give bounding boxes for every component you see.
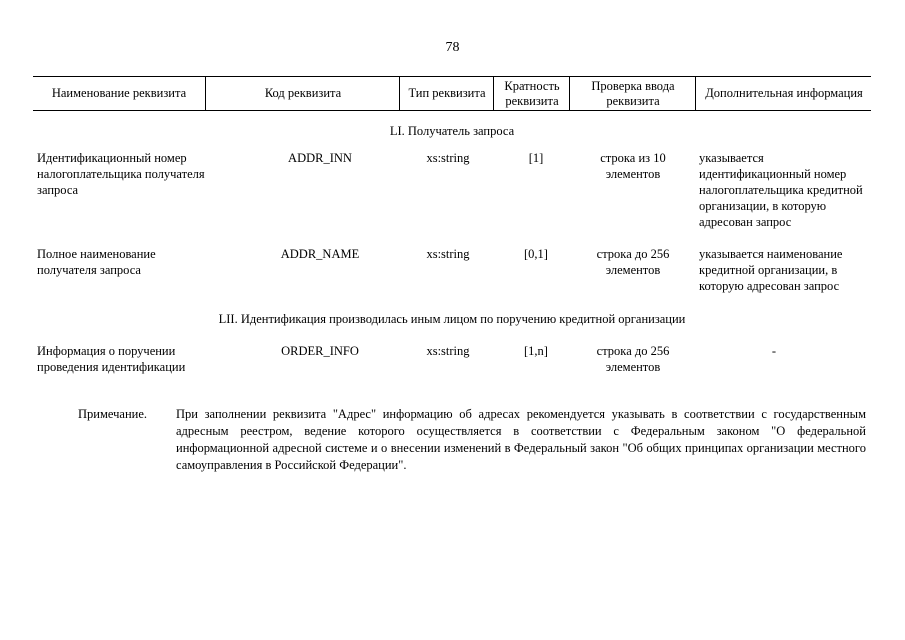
requisite-multiplicity: [0,1] — [524, 247, 548, 261]
section-title: LI. Получатель запроса — [389, 124, 515, 138]
requisite-code: ADDR_INN — [288, 151, 352, 165]
requisite-check: строка до 256 элементов — [596, 344, 670, 374]
note-label: Примечание. — [78, 407, 148, 421]
requisite-name: Полное наименование получателя запроса — [37, 247, 156, 277]
requisite-multiplicity: [1] — [528, 151, 544, 165]
requisite-check: строка из 10 элементов — [600, 151, 666, 181]
table-header — [33, 76, 871, 111]
requisite-info: - — [771, 344, 777, 358]
page-number: 78 — [445, 40, 460, 55]
section-title: LII. Идентификация производилась иным лицом по поручению кредитной организации — [218, 312, 686, 326]
header-code: Код реквизита — [205, 77, 400, 110]
requisite-type: xs:string — [426, 151, 470, 165]
requisite-type: xs:string — [426, 344, 470, 358]
table-row — [33, 343, 871, 413]
requisite-check: строка до 256 элементов — [596, 247, 670, 277]
note-text: При заполнении реквизита "Адрес" информацию об адресах рекомендуется указывать в соответствии с государственным адресным реестром, ведение которого осуществляется в соответствии с Федеральным законом "О федеральной информационной адресной системе и о внесении изменений в Федеральный закон "Об общих принципах организации местного самоуправления в Российской Федерации". — [176, 407, 866, 472]
table-row — [33, 150, 871, 229]
requisite-info: указывается идентификационный номер налогоплательщика кредитной организации, в которую адресован запрос — [699, 151, 863, 229]
requisites-table — [33, 76, 871, 374]
table-row — [33, 246, 871, 316]
requisite-name: Идентификационный номер налогоплательщика получателя запроса — [37, 151, 205, 197]
header-info: Дополнительная информация — [695, 77, 872, 110]
header-multiplicity: Кратность реквизита — [493, 77, 570, 110]
requisite-name: Информация о поручении проведения идентификации — [37, 344, 186, 374]
requisite-code: ORDER_INFO — [281, 344, 359, 358]
header-type: Тип реквизита — [399, 77, 494, 110]
header-name: Наименование реквизита — [51, 86, 187, 100]
requisite-multiplicity: [1,n] — [524, 344, 548, 358]
requisite-code: ADDR_NAME — [280, 247, 360, 261]
header-check: Проверка ввода реквизита — [569, 77, 696, 110]
requisite-info: указывается наименование кредитной организации, в которую адресован запрос — [699, 247, 843, 293]
requisite-type: xs:string — [426, 247, 470, 261]
